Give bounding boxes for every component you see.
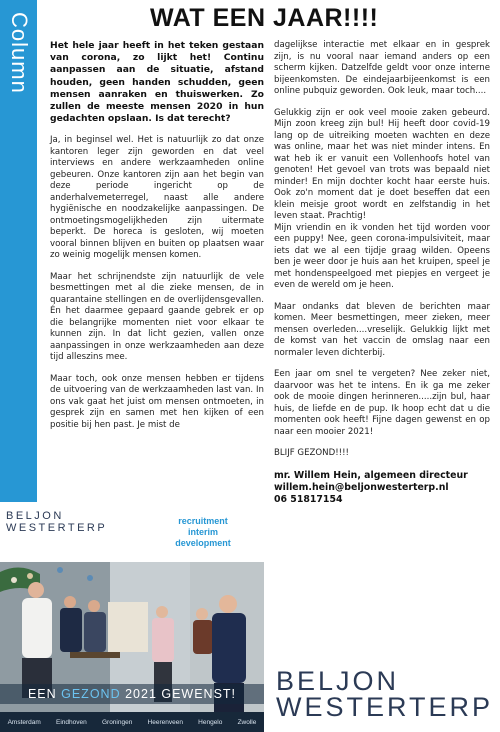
city-groningen: Groningen xyxy=(101,718,133,726)
office-cities xyxy=(0,712,264,732)
footer-logo-line2: WESTERTERP xyxy=(276,692,494,722)
ad-header xyxy=(0,502,264,562)
ad-tagline-3: development xyxy=(175,538,231,548)
left-column xyxy=(50,40,264,441)
body-paragraph-7: Maar ondanks dat bleven de berichten maar komen. Meer besmettingen, meer zieken, meer mensen overleden....vreselijk. Gelukkig lijkt met de komst van het vaccin de omslag naar een normaler leven dichterbij. xyxy=(274,301,490,358)
ad-tagline xyxy=(148,516,258,549)
right-column xyxy=(274,40,490,506)
body-paragraph-4: dagelijkse interactie met elkaar en in gesprek zijn, is nu vooral naar iemand anders op een scherm kijken. Datzelfde geldt voor onze interne bijeenkomsten. De eindejaarbijeenkomst is een online pubquiz geworden. Ook leuk, maar toch.... xyxy=(274,40,490,96)
ad-logo-line2: WESTERTERP xyxy=(6,522,108,534)
signature-name: mr. Willem Hein, algemeen directeur xyxy=(274,469,468,481)
ad-tagline-1: recruitment xyxy=(178,516,228,526)
footer-logo xyxy=(276,668,493,720)
body-paragraph-5: Gelukkig zijn er ook veel mooie zaken gebeurd. Mijn zoon kreeg zijn bul! Hij heeft door covid-19 lang op de uitreiking moeten wachten en deze was online, maar het was niet minder intens. En wat heb ik er vanuit een Vollenhoofs hotel van genoten! Het gevoel van trots was bepaald niet minder! En mijn dochter kocht haar eerste huis. Ook zo'n moment dat je doet beseffen dat een klein meisje groot wordt en zelfstandig in het leven staat. Prachtig! xyxy=(274,107,490,221)
banner-highlight: GEZOND xyxy=(61,687,121,701)
advertisement xyxy=(0,502,264,732)
signature-phone: 06 51817154 xyxy=(274,493,343,505)
banner-text-pre: EEN xyxy=(27,687,62,701)
ad-tagline-2: interim xyxy=(187,527,218,537)
column-label: Column xyxy=(7,12,32,94)
city-heerenveen: Heerenveen xyxy=(147,718,183,726)
signature-email[interactable]: willem.hein@beljonwesterterp.nl xyxy=(274,481,449,493)
city-eindhoven: Eindhoven xyxy=(56,718,87,726)
body-paragraph-6: Mijn vriendin en ik vonden het tijd worden voor een puppy! Nee, geen corona-impulsiviteit, maar iets dat we al een tijdje graag wilden. Opeens ben je weer door je huis aan het kruipen, speel je met hondenspeelgoed met piepjes en vergeet je even de wereld om je heen. xyxy=(274,222,490,290)
ad-logo-line1: BELJON xyxy=(6,510,64,522)
ad-logo xyxy=(6,510,107,534)
body-paragraph-3: Maar toch, ook onze mensen hebben er tijdens de uitvoering van de werkzaamheden last van. In ons vak gaat het juist om mensen ontmoeten, in gesprek zijn en samen met hen kijken of een positie bij hen past. Je mist de xyxy=(50,373,264,430)
city-amsterdam: Amsterdam xyxy=(7,718,41,726)
lead-paragraph: Het hele jaar heeft in het teken gestaan van corona, zo lijkt het! Continu aanpassen aan de situatie, afstand houden, geen handen schudden, geen mensen aanraken en thuiswerken. Zo zullen de meeste mensen 2020 in hun gedachten opslaan. Is dat terecht? xyxy=(50,40,264,125)
article-headline: WAT EEN JAAR!!!! xyxy=(150,4,379,32)
greeting-banner xyxy=(0,684,264,704)
footer-logo-line1: BELJON xyxy=(276,666,400,696)
body-paragraph-1: Ja, in beginsel wel. Het is natuurlijk zo dat onze kantoren leger zijn geworden en dat veel interviews en andere werkzaamheden online gebeuren. Onze kantoren zijn aan het begin van deze periode ingericht op de anderhalvemeterregel, naast alle andere hygiënische en noodzakelijke aanpassingen. De ontmoetingsmogelijkheden zijn uitermate beperkt. De horeca is gesloten, wij moeten vooral binnen blijven en buiten op plaatsen waar zo weinig mogelijk mensen komen. xyxy=(50,135,264,261)
body-paragraph-8: Een jaar om snel te vergeten? Nee zeker niet, daarvoor was het te intens. En ik ga me zeker ook de mooie dingen herinneren.....zijn bul, haar huis, de liefde en de pup. Ik hoop echt dat u die momenten ook heeft! Fijne dagen gewenst en op naar een mooier 2021! xyxy=(274,369,490,437)
signature xyxy=(274,470,490,506)
banner-text-post: 2021 GEWENST! xyxy=(120,687,237,701)
closing-line: BLIJF GEZOND!!!! xyxy=(274,448,349,458)
city-hengelo: Hengelo xyxy=(198,718,223,726)
city-zwolle: Zwolle xyxy=(237,718,257,726)
body-paragraph-2: Maar het schrijnendste zijn natuurlijk de vele besmettingen met al die zieke mensen, de in quarantaine stellingen en de overlijdensgevallen. Én het daarmee gepaard gaande gebrek er op die belangrijke momenten niet voor elkaar te kunnen zijn. In dat licht gezien, vallen onze aanpassingen in onze werkzaamheden aan deze tijd alleszins mee. xyxy=(50,271,264,363)
